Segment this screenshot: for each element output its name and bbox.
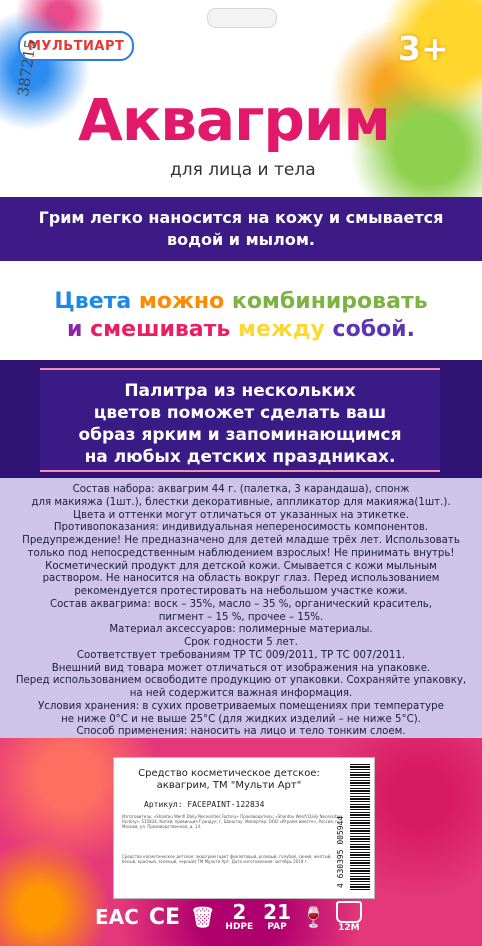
composition-text bbox=[8, 484, 474, 752]
not-for-food-icon: 🍷 bbox=[301, 905, 326, 929]
sticker-manufacturer-text: Изготовитель: «Shantou Wenfi Daily Necessities Factory» Производитель: «Shantou Wenfi Daily Necessities Factory». 515834, Китай, провинция Гуандун, г. Шаньтоу. Импортер: ООО «Играем вместе», Россия, г. Москва, ул. Производственная, д. 14. bbox=[122, 814, 343, 829]
composition-line: Противопоказания: индивидуальная непереносимость компонентов. bbox=[53, 522, 429, 534]
sticker-product-name bbox=[114, 768, 344, 792]
hang-hole bbox=[207, 8, 277, 28]
recycle-hdpe-icon bbox=[225, 902, 253, 932]
jar-icon bbox=[336, 901, 362, 923]
rainbow-slogan bbox=[0, 288, 482, 344]
slogan-word: смешивать bbox=[90, 317, 231, 342]
slogan-word: можно bbox=[138, 289, 225, 314]
composition-line: Перед использованием освободите продукцию от упаковки. Сохраняйте упаковку, bbox=[15, 675, 467, 687]
composition-line: Материал аксессуаров: полимерные материалы. bbox=[109, 624, 373, 636]
info-line-4: на любых детских праздниках. bbox=[84, 447, 396, 467]
sticker-article: Артикул: FACEPAINT-122834 bbox=[144, 800, 265, 809]
product-sticker bbox=[113, 757, 375, 899]
sticker-name-line-2: аквагрим, ТМ "Мульти Арт" bbox=[156, 780, 302, 791]
composition-line: раствором. Не наносится на область вокруг глаз. Перед использованием bbox=[42, 573, 440, 585]
composition-line: Косметический продукт для детской кожи. Смывается с кожи мыльным bbox=[45, 560, 437, 572]
composition-line: Состав набора: аквагрим 44 г. (палетка, 3 карандаша), спонж bbox=[72, 484, 410, 495]
sticker-description-text: Средство косметическое детское: аквагрим (цвет фиолетовый, розовый, голубой, синий, желтый, белый, красный, зеленый, черный) ТМ Мульти Арт. Дата изготовления: октябрь 2019 г. bbox=[122, 854, 332, 864]
slogan-word: и bbox=[67, 317, 83, 342]
composition-line: Условия хранения: в сухих проветриваемых помещениях при температуре bbox=[38, 700, 444, 712]
composition-line: Способ применения: наносить на лицо и тело тонким слоем. bbox=[76, 726, 406, 738]
eac-mark-icon: EAC bbox=[95, 905, 139, 929]
info-line-3: образ ярким и запоминающимся bbox=[78, 425, 402, 445]
composition-line: для макияжа (1шт.), блестки декоративные, аппликатор для макияжа(1шт.). bbox=[31, 496, 451, 508]
slogan-word: комбинировать bbox=[231, 289, 428, 314]
crossed-bin-icon: 🗑 bbox=[190, 905, 216, 929]
banner-text bbox=[0, 207, 482, 251]
composition-line: Соответствует требованиям ТР ТС 009/2011, ТР ТС 007/2011. bbox=[76, 649, 406, 661]
handwritten-code: 387215 bbox=[14, 38, 40, 98]
ce-mark-icon: CE bbox=[148, 904, 181, 930]
slogan-word: между bbox=[237, 317, 325, 342]
period-after-opening-icon bbox=[336, 901, 362, 933]
composition-line: Срок годности 5 лет. bbox=[184, 637, 298, 648]
composition-line: Предупреждение! Не предназначено для детей младше трёх лет. Использовать bbox=[22, 535, 460, 546]
recycle-pap-icon bbox=[263, 902, 291, 932]
composition-line: пигмент – 15 %, прочее – 15%. bbox=[158, 611, 324, 623]
composition-line: рекомендуется протестировать на небольшом участке кожи. bbox=[74, 586, 408, 597]
info-line-2: цветов поможет сделать ваш bbox=[93, 403, 387, 423]
slogan-word: Цвета bbox=[54, 289, 132, 314]
composition-line: Внешний вид товара может отличаться от изображения на упаковке. bbox=[51, 662, 431, 674]
product-title: Аквагрим bbox=[78, 86, 390, 154]
hdpe-number: 2 bbox=[232, 900, 247, 924]
composition-line: Состав аквагрима: воск – 35%, масло – 35 %, органический краситель, bbox=[49, 598, 433, 610]
barcode-number: 4 630395 005944 bbox=[336, 815, 345, 888]
info-text bbox=[40, 380, 440, 468]
pap-number: 21 bbox=[263, 900, 291, 924]
barcode bbox=[350, 764, 370, 892]
composition-line: на ней содержится важная информация. bbox=[129, 688, 353, 699]
age-badge: 3+ bbox=[398, 29, 449, 68]
composition-section bbox=[0, 478, 482, 738]
pap-label: PAP bbox=[267, 922, 287, 932]
purple-banner bbox=[0, 197, 482, 261]
composition-line: только под непосредственным наблюдением взрослых! Не принимать внутрь! bbox=[27, 547, 455, 559]
sticker-name-line-1: Средство косметическое детское: bbox=[138, 768, 320, 779]
info-box bbox=[40, 368, 440, 472]
brand-name: МУЛЬТИАРТ bbox=[28, 38, 125, 54]
hdpe-label: HDPE bbox=[225, 922, 254, 932]
months-label: 12M bbox=[338, 923, 360, 933]
composition-line: Цвета и оттенки могут отличаться от указанных на этикетке. bbox=[73, 509, 409, 521]
product-subtitle: для лица и тела bbox=[170, 160, 316, 180]
banner-line-2: водой и мылом. bbox=[166, 230, 315, 249]
slogan-word: собой. bbox=[332, 317, 415, 342]
certification-symbols bbox=[95, 895, 395, 939]
composition-line: не ниже 0°С и не выше 25°С (для жидких изделий – не ниже 5°С). bbox=[61, 713, 421, 725]
info-line-1: Палитра из нескольких bbox=[124, 381, 356, 401]
banner-line-1: Грим легко наносится на кожу и смывается bbox=[38, 208, 444, 227]
